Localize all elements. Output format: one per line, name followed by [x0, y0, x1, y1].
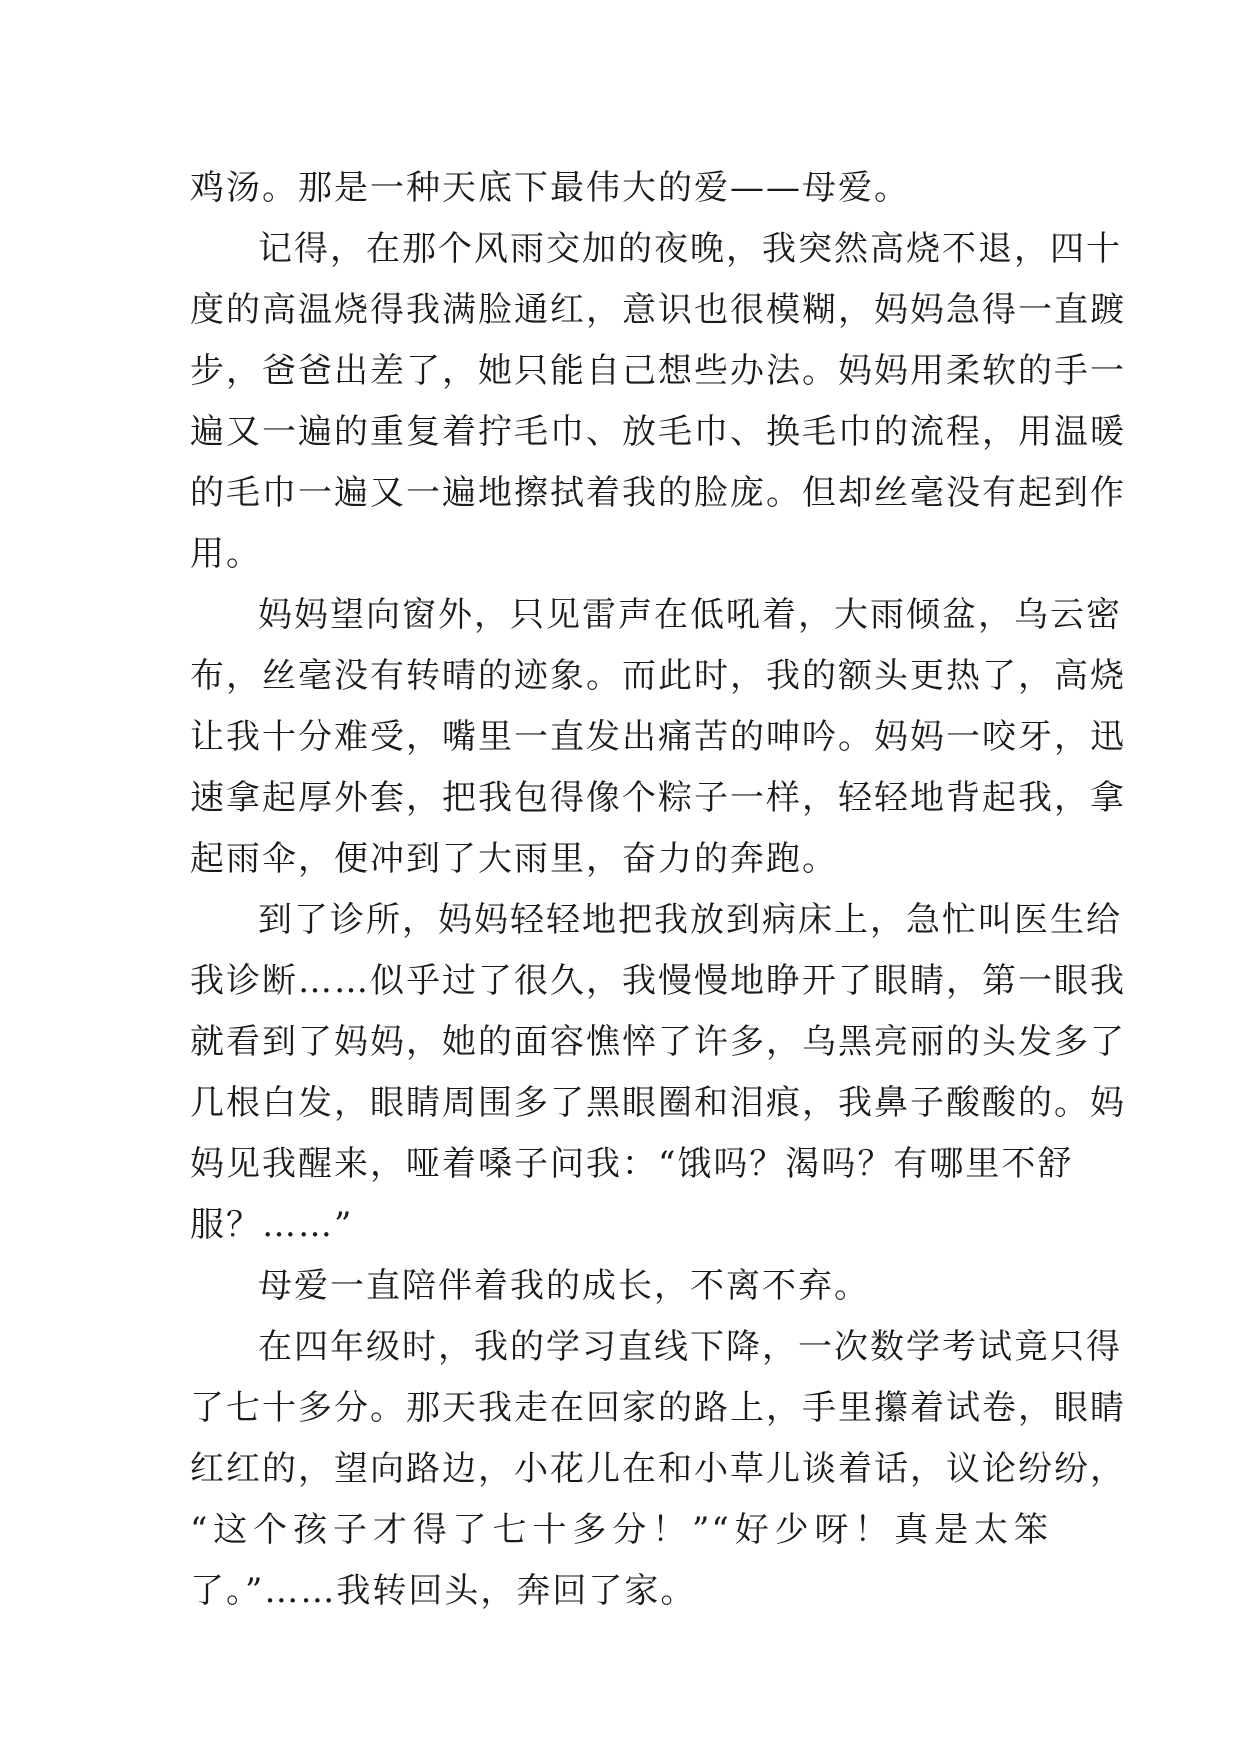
text-line: 遍又一遍的重复着拧毛巾、放毛巾、换毛巾的流程，用温暖 — [190, 412, 1126, 452]
text-line: 速拿起厚外套，把我包得像个粽子一样，轻轻地背起我，拿 — [190, 778, 1126, 818]
text-line: 妈见我醒来，哑着嗓子问我：“饿吗？渴吗？有哪里不舒 — [190, 1144, 1074, 1184]
text-line: 到了诊所，妈妈轻轻地把我放到病床上，急忙叫医生给 — [258, 900, 1122, 940]
text-line: 布，丝毫没有转晴的迹象。而此时，我的额头更热了，高烧 — [190, 656, 1126, 696]
text-line: 母爱一直陪伴着我的成长，不离不弃。 — [258, 1266, 870, 1306]
text-line: 服？……” — [190, 1205, 354, 1245]
text-line: 了七十多分。那天我走在回家的路上，手里攥着试卷，眼睛 — [190, 1388, 1126, 1428]
text-line: 我诊断……似乎过了很久，我慢慢地睁开了眼睛，第一眼我 — [190, 961, 1126, 1001]
paragraph — [190, 219, 1126, 585]
text-line: 度的高温烧得我满脸通红，意识也很模糊，妈妈急得一直踱 — [190, 290, 1126, 330]
essay-body — [190, 158, 1126, 1622]
text-line: 鸡汤。那是一种天底下最伟大的爱——母爱。 — [190, 168, 910, 208]
text-line: 让我十分难受，嘴里一直发出痛苦的呻吟。妈妈一咬牙，迅 — [190, 717, 1126, 757]
text-line: 用。 — [190, 534, 262, 574]
text-line: 就看到了妈妈，她的面容憔悴了许多，乌黑亮丽的头发多了 — [190, 1022, 1126, 1062]
text-line: 记得，在那个风雨交加的夜晚，我突然高烧不退，四十 — [258, 229, 1122, 269]
paragraph — [190, 158, 1050, 219]
text-line: 了。”……我转回头，奔回了家。 — [190, 1571, 697, 1611]
text-line: 几根白发，眼睛周围多了黑眼圈和泪痕，我鼻子酸酸的。妈 — [190, 1083, 1126, 1123]
text-line: 妈妈望向窗外，只见雷声在低吼着，大雨倾盆，乌云密 — [258, 595, 1122, 635]
text-line: 的毛巾一遍又一遍地擦拭着我的脸庞。但却丝毫没有起到作 — [190, 473, 1126, 513]
text-line: 起雨伞，便冲到了大雨里，奋力的奔跑。 — [190, 839, 838, 879]
paragraph — [190, 585, 1126, 890]
paragraph — [190, 890, 1126, 1256]
paragraph — [190, 1256, 1050, 1317]
text-line: 步，爸爸出差了，她只能自己想些办法。妈妈用柔软的手一 — [190, 351, 1126, 391]
text-line: “这个孩子才得了七十多分！”“好少呀！真是太笨 — [190, 1510, 1050, 1550]
text-line: 红红的，望向路边，小花儿在和小草儿谈着话，议论纷纷， — [190, 1449, 1126, 1489]
paragraph — [190, 1317, 1126, 1622]
text-line: 在四年级时，我的学习直线下降，一次数学考试竟只得 — [258, 1327, 1122, 1367]
